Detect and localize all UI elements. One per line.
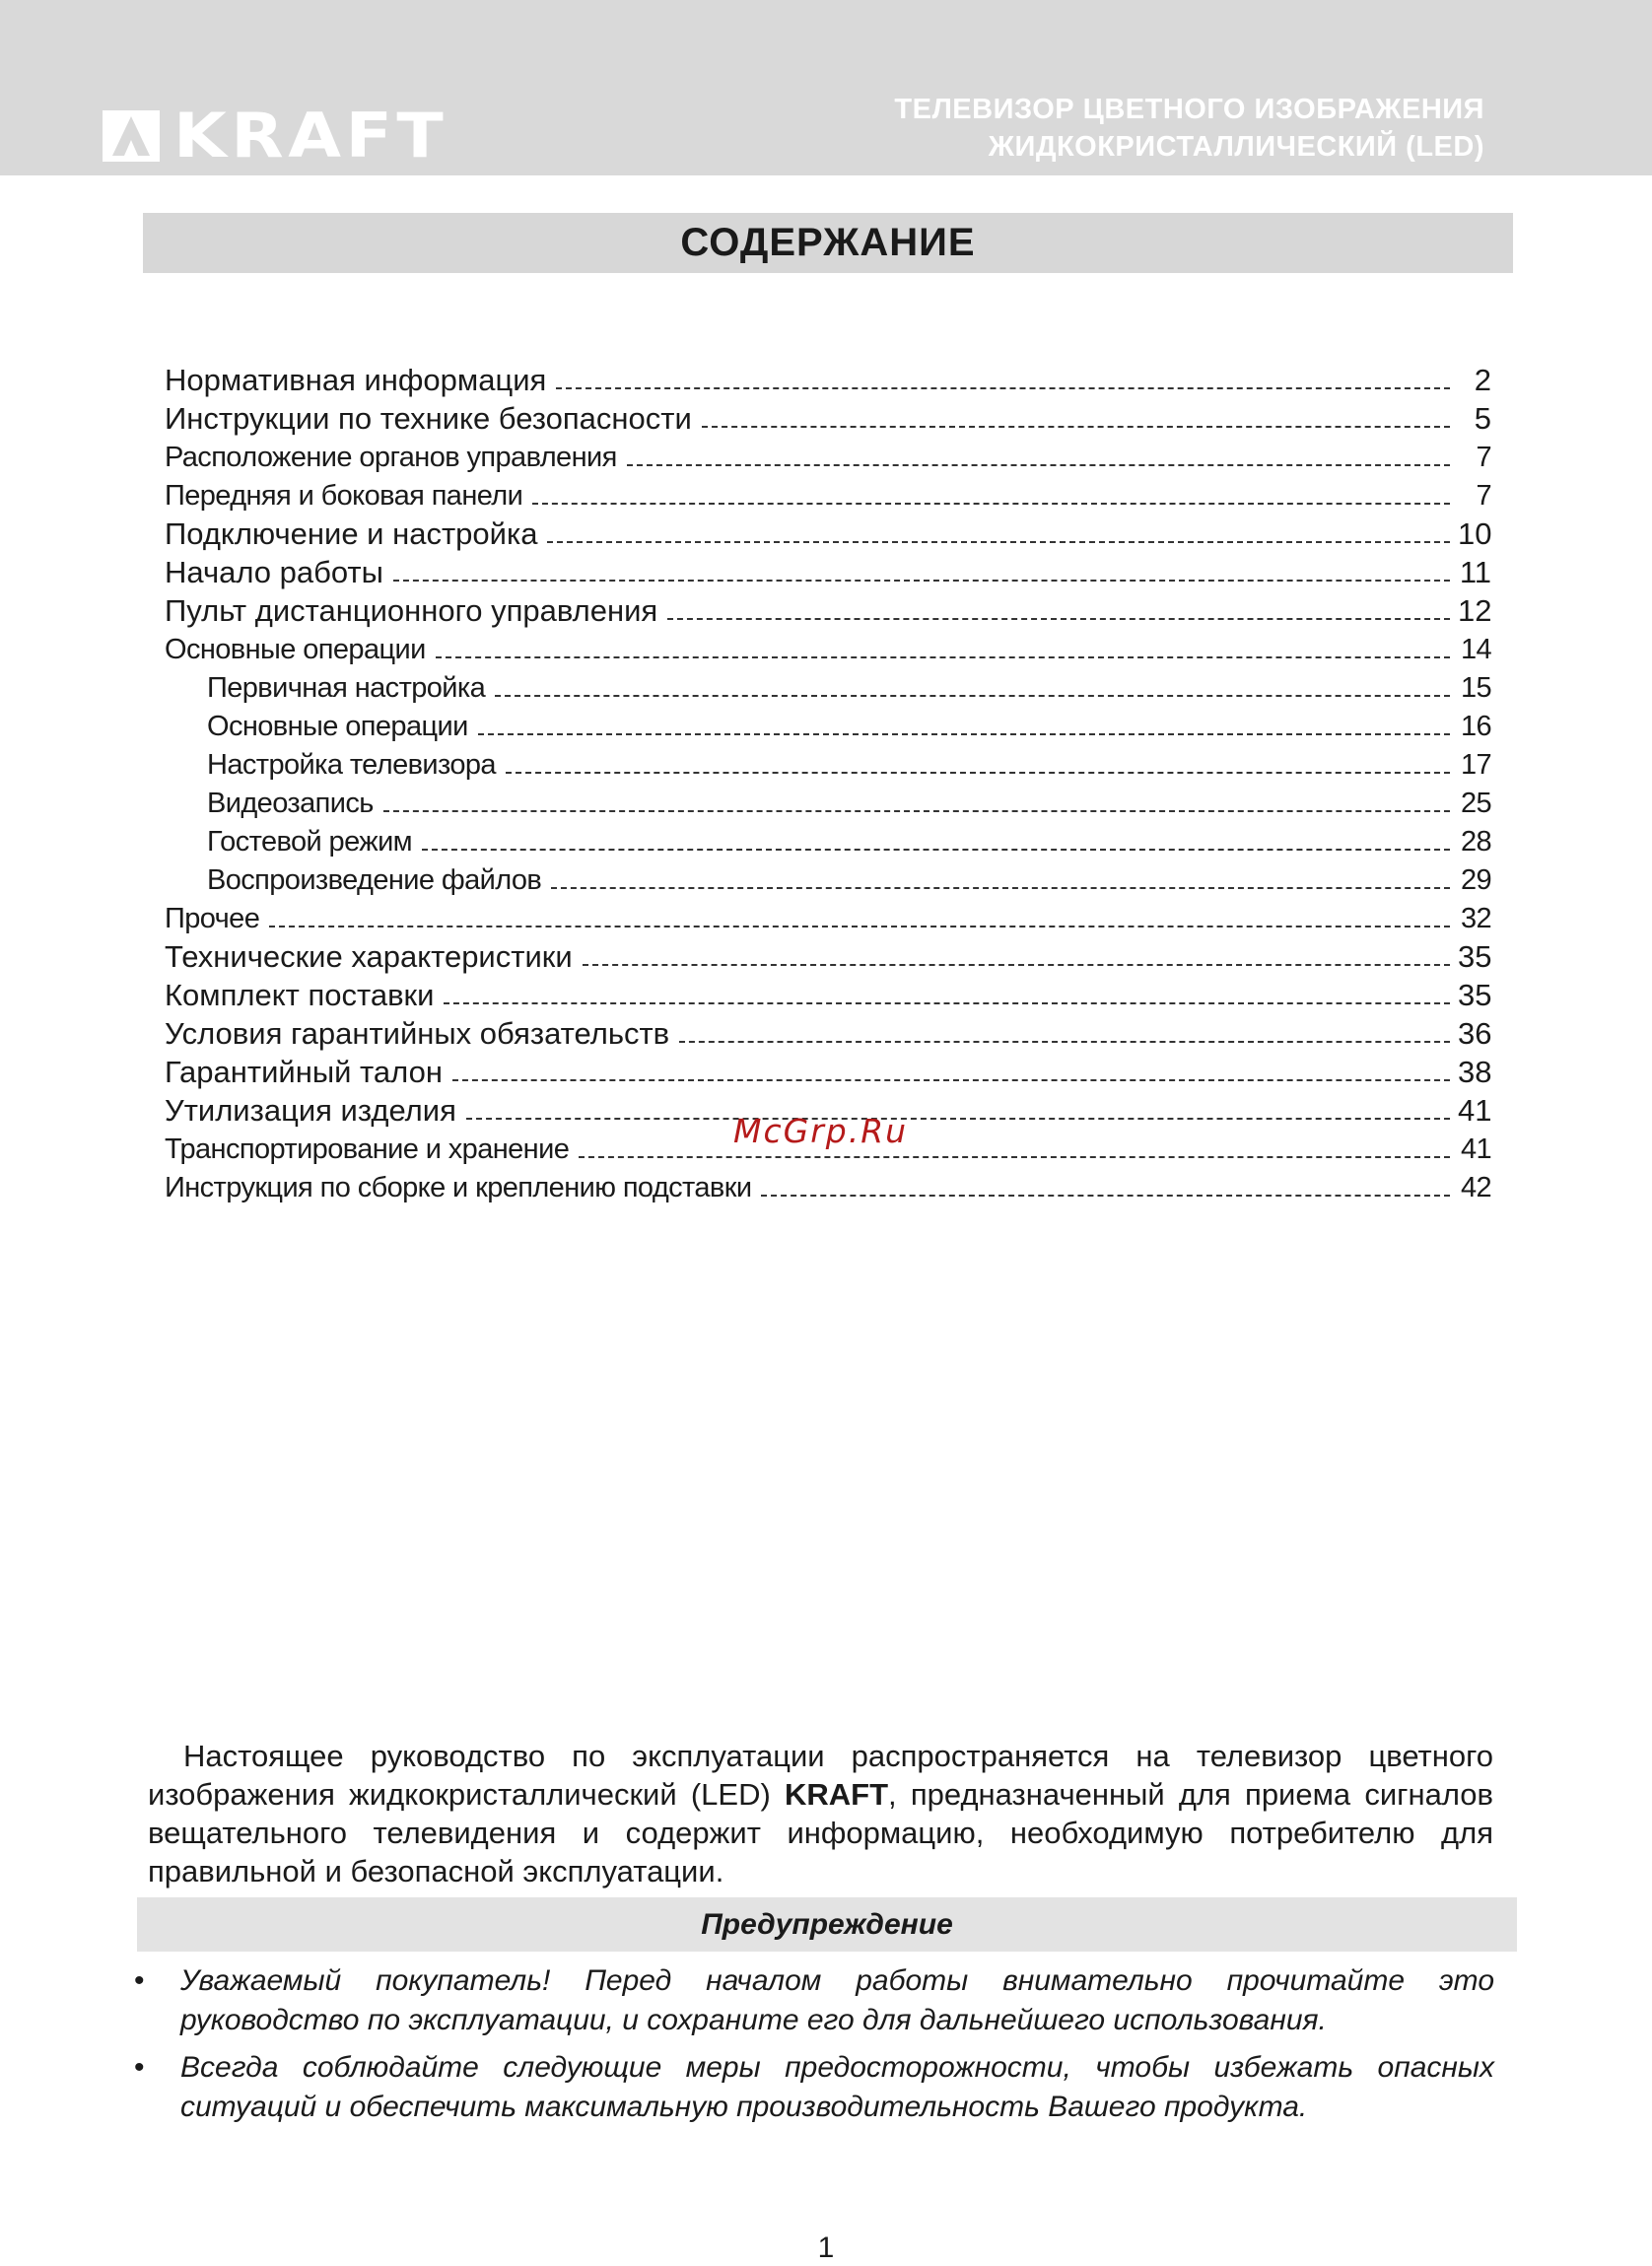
toc-leader — [532, 503, 1450, 505]
toc-entry-page: 14 — [1460, 634, 1491, 665]
document-title-line-2: ЖИДКОКРИСТАЛЛИЧЕСКИЙ (LED) — [988, 131, 1484, 163]
toc-entry[interactable] — [165, 629, 1491, 667]
toc-entry-page: 41 — [1460, 1133, 1491, 1165]
page-number: 1 — [817, 2232, 835, 2264]
toc-entry-page: 32 — [1460, 903, 1491, 934]
contents-heading: СОДЕРЖАНИЕ — [680, 221, 976, 264]
warning-item — [134, 1961, 1494, 2040]
toc-entry-page: 2 — [1474, 363, 1491, 397]
toc-entry[interactable] — [165, 552, 1491, 590]
intro-text-before: Настоящее руководство по эксплуатации распространяется на телевизор цветного изображения жидкокристаллический (LED) — [148, 1739, 1493, 1812]
toc-leader — [583, 964, 1450, 966]
toc-entry-label: Условия гарантийных обязательств — [165, 1016, 670, 1051]
toc-entry-page: 38 — [1458, 1055, 1492, 1089]
header-band — [0, 0, 1652, 175]
toc-entry-label: Пульт дистанционного управления — [165, 593, 658, 628]
toc-entry-page: 29 — [1460, 864, 1491, 896]
warning-text: Уважаемый покупатель! Перед началом работы внимательно прочитайте это руководство по эксплуатации, и сохраните его для дальнейшего использования. — [180, 1964, 1494, 2036]
toc-entry-page: 42 — [1460, 1172, 1491, 1203]
watermark: McGrp.Ru — [733, 1112, 909, 1150]
toc-entry-label: Основные операции — [207, 711, 468, 742]
toc-leader — [761, 1195, 1450, 1197]
toc-entry[interactable] — [165, 898, 1491, 936]
logo-wordmark: KRAFT — [173, 100, 448, 172]
toc-entry-label: Передняя и боковая панели — [165, 480, 523, 512]
toc-entry-label: Технические характеристики — [165, 939, 573, 974]
intro-brand: KRAFT — [785, 1777, 889, 1812]
toc-entry-label: Настройка телевизора — [207, 749, 496, 781]
toc-entry-label: Инструкции по технике безопасности — [165, 401, 692, 436]
warning-item — [134, 2048, 1494, 2127]
toc-entry-label: Подключение и настройка — [165, 516, 538, 551]
bullet-icon: • — [134, 2051, 145, 2084]
toc-entry-label: Расположение органов управления — [165, 442, 617, 473]
toc-entry-page: 7 — [1476, 480, 1491, 512]
document-title — [894, 91, 1484, 166]
toc-leader — [556, 387, 1450, 389]
toc-entry[interactable] — [165, 360, 1491, 398]
toc-subentry[interactable] — [165, 706, 1491, 744]
warning-list — [134, 1961, 1494, 2135]
toc-entry-label: Прочее — [165, 903, 260, 934]
toc-subentry[interactable] — [165, 821, 1491, 859]
toc-entry[interactable] — [165, 936, 1491, 975]
toc-leader — [436, 656, 1450, 658]
toc-entry-label: Гарантийный талон — [165, 1055, 443, 1089]
toc-subentry[interactable] — [165, 783, 1491, 821]
toc-entry-label: Нормативная информация — [165, 363, 547, 397]
toc-leader — [667, 618, 1450, 620]
toc-leader — [269, 926, 1450, 927]
toc-leader — [495, 695, 1450, 697]
warning-heading: Предупреждение — [701, 1907, 953, 1941]
toc-entry-page: 16 — [1460, 711, 1491, 742]
toc-leader — [702, 426, 1450, 428]
contents-heading-bar — [143, 213, 1513, 273]
toc-entry-label: Транспортирование и хранение — [165, 1133, 570, 1165]
toc-entry-label: Первичная настройка — [207, 672, 486, 704]
toc-leader — [551, 887, 1450, 889]
toc-entry[interactable] — [165, 975, 1491, 1013]
toc-entry-page: 5 — [1474, 401, 1491, 436]
toc-entry[interactable] — [165, 437, 1491, 475]
logo-emblem-icon — [103, 110, 160, 162]
toc-entry-label: Инструкция по сборке и креплению подставки — [165, 1172, 752, 1203]
toc-entry-page: 7 — [1476, 442, 1491, 473]
toc-entry[interactable] — [165, 1013, 1491, 1052]
toc-entry[interactable] — [165, 475, 1491, 514]
toc-leader — [478, 733, 1450, 735]
toc-leader — [422, 849, 1450, 851]
toc-entry-page: 17 — [1460, 749, 1491, 781]
toc-entry-label: Начало работы — [165, 555, 383, 589]
toc-leader — [383, 810, 1450, 812]
warning-text: Всегда соблюдайте следующие меры предосторожности, чтобы избежать опасных ситуаций и обеспечить максимальную производительность Вашего продукта. — [180, 2051, 1494, 2123]
toc-entry-label: Основные операции — [165, 634, 426, 665]
toc-entry-page: 10 — [1458, 516, 1492, 551]
toc-entry[interactable] — [165, 1167, 1491, 1205]
bullet-icon: • — [134, 1964, 145, 1997]
toc-leader — [452, 1079, 1450, 1081]
toc-subentry[interactable] — [165, 744, 1491, 783]
toc-leader — [579, 1156, 1450, 1158]
brand-logo — [103, 100, 448, 172]
toc-entry-label: Видеозапись — [207, 788, 374, 819]
toc-leader — [547, 541, 1450, 543]
toc-subentry[interactable] — [165, 859, 1491, 898]
toc-entry-page: 28 — [1460, 826, 1491, 858]
toc-entry-page: 12 — [1458, 593, 1492, 628]
toc-entry-page: 35 — [1458, 939, 1492, 974]
toc-subentry[interactable] — [165, 667, 1491, 706]
toc-entry-page: 25 — [1460, 788, 1491, 819]
warning-heading-bar — [137, 1897, 1517, 1952]
toc-entry-page: 15 — [1460, 672, 1491, 704]
toc-entry-page: 35 — [1458, 978, 1492, 1012]
toc-entry-page: 41 — [1458, 1093, 1492, 1128]
toc-entry[interactable] — [165, 514, 1491, 552]
toc-entry-page: 36 — [1458, 1016, 1492, 1051]
toc-leader — [679, 1041, 1450, 1043]
document-title-line-1: ТЕЛЕВИЗОР ЦВЕТНОГО ИЗОБРАЖЕНИЯ — [894, 94, 1484, 125]
toc-leader — [444, 1002, 1450, 1004]
toc-entry[interactable] — [165, 398, 1491, 437]
toc-leader — [506, 772, 1450, 774]
toc-leader — [627, 464, 1450, 466]
table-of-contents — [165, 360, 1491, 1205]
toc-leader — [393, 580, 1450, 582]
toc-entry-label: Гостевой режим — [207, 826, 413, 858]
toc-entry[interactable] — [165, 590, 1491, 629]
toc-leader — [466, 1118, 1450, 1120]
toc-entry-label: Утилизация изделия — [165, 1093, 456, 1128]
toc-entry-page: 11 — [1459, 555, 1491, 589]
intro-text-after: , предназначенный для приема сигналов вещательного телевидения и содержит информацию, необходимую потребителю для правильной и безопасной эксплуатации. — [148, 1777, 1493, 1888]
toc-entry-label: Комплект поставки — [165, 978, 435, 1012]
toc-entry-label: Воспроизведение файлов — [207, 864, 542, 896]
intro-paragraph — [148, 1737, 1493, 1890]
toc-entry[interactable] — [165, 1052, 1491, 1090]
